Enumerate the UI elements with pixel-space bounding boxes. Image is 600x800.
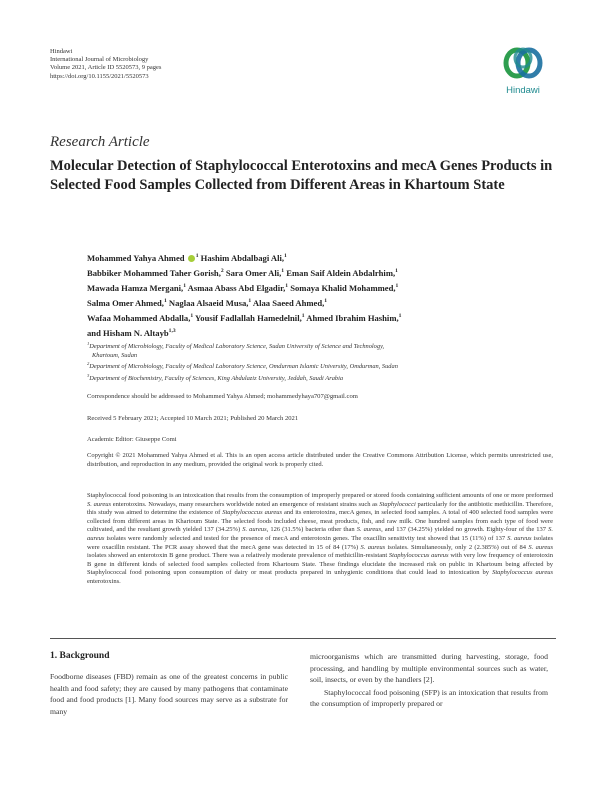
author-list xyxy=(87,250,557,340)
author-aff: 1 xyxy=(190,313,194,320)
author-aff: 1 xyxy=(285,283,289,290)
author-name[interactable]: Mohammed Yahya Ahmed xyxy=(87,252,185,263)
author-name[interactable]: Alaa Saeed Ahmed, xyxy=(252,298,325,309)
abstract-text: , and 137 (34.25%) yielded no growth. Eighty-four of the 137 xyxy=(381,526,549,534)
abstract-text: isolates showed an enterotoxin B gene product. There was a relatively moderate prevalence of methicillin-resistant xyxy=(87,552,389,560)
author-aff: 1 xyxy=(324,298,328,305)
author-name[interactable]: Yousif Fadlallah Hamedelnil, xyxy=(195,313,302,324)
abstract-text: and its enterotoxins, mecA genes, in selected food samples. A total of 400 selected food samples were collected from different areas in Khartoum State. The selected foods included cheese, meat products, fish, and raw milk. One hundred samples from each type of food were cultivated, and the resultant growth yielded 137 (34.25%) xyxy=(87,509,553,534)
affiliation-text: Department of Microbiology, Faculty of Medical Laboratory Science, Omdurman Islamic University, Omdurman, Sudan xyxy=(89,363,398,371)
author-name[interactable]: Mawada Hamza Mergani, xyxy=(87,282,184,293)
abstract-text: particularly for the antibiotic methicillin. Therefore, this study was aimed to determine the existence of xyxy=(87,500,553,517)
author-aff: 1 xyxy=(248,298,252,305)
academic-editor: Academic Editor: Giuseppe Comi xyxy=(87,436,177,443)
author-name[interactable]: Hashim Abdalbagi Ali, xyxy=(200,252,285,263)
hindawi-logo-icon xyxy=(503,46,543,82)
article-type: Research Article xyxy=(50,134,150,150)
author-aff: 1,3 xyxy=(168,328,176,335)
author-aff: 1 xyxy=(398,313,402,320)
journal-name: International Journal of Microbiology xyxy=(50,56,149,64)
abstract-text: with very low frequency of enterotoxin B gene in different kinds of selected food samples collected from Khartoum State. These findings elucidate the increased risk on public in Khartoum being affected by Staphylococcal food poisoning upon consumption of dairy or meat products prepared in unhygienic conditions that could lead to intoxication by xyxy=(87,552,554,577)
abstract-italic: S. aureus xyxy=(242,526,267,534)
article-title: Molecular Detection of Staphylococcal Enterotoxins and mecA Genes Products in Selected Food Samples Collected from Different Areas in Khartoum State xyxy=(50,158,553,193)
author-aff: 1 xyxy=(281,268,285,275)
author-name[interactable]: Eman Saif Aldein Abdalrhim, xyxy=(286,267,396,278)
publisher-name: Hindawi xyxy=(50,48,73,55)
abstract-italic: Staphylococcus aureus xyxy=(492,569,553,577)
author-aff: 1 xyxy=(195,253,199,259)
abstract-text: isolates. Simultaneously, only 2 (2.385%) out of 84 xyxy=(385,543,529,551)
body-paragraph: microorganisms which are transmitted during harvesting, storage, food processing, and handling by multiple environmental sources such as water, soil, insects, or even by the handlers [2]. xyxy=(310,652,548,685)
author-name[interactable]: Wafaa Mohammed Abdalla, xyxy=(87,313,191,324)
author-aff: 1 xyxy=(301,313,305,320)
abstract-text: Staphylococcal food poisoning is an intoxication that results from the consumption of improperly prepared or stored foods containing sufficient amounts of one or more preformed xyxy=(87,492,553,499)
author-name[interactable]: Babbiker Mohammed Taher Gorish, xyxy=(87,267,221,278)
orcid-icon[interactable] xyxy=(188,255,195,262)
body-paragraph: Staphylococcal food poisoning (SFP) is an intoxication that results from the consumption of improperly prepared or xyxy=(310,687,548,709)
logo-wordmark: Hindawi xyxy=(506,85,540,96)
copyright-notice: Copyright © 2021 Mohammed Yahya Ahmed et al. This is an open access article distributed under the Creative Commons Attribution License, which permits unrestricted use, distribution, and reproduction in any medium, provided the original work is properly cited. xyxy=(87,452,553,468)
author-name[interactable]: Asmaa Abass Abd Elgadir, xyxy=(187,282,286,293)
abstract-italic: S. aureus xyxy=(87,500,112,508)
author-aff: 1 xyxy=(163,298,167,305)
affiliation-number: 2 xyxy=(87,361,90,367)
article-dates: Received 5 February 2021; Accepted 10 March 2021; Published 20 March 2021 xyxy=(87,415,299,422)
hindawi-logo xyxy=(500,46,546,96)
affiliation-text: Department of Microbiology, Faculty of Medical Laboratory Science, Sudan University of Science and Technology, xyxy=(89,343,385,351)
affiliation-item xyxy=(87,372,547,384)
abstract xyxy=(87,492,553,587)
body-column-left xyxy=(50,671,288,717)
abstract-italic: S. aureus xyxy=(360,543,386,551)
author-name[interactable]: Ahmed Ibrahim Hashim, xyxy=(306,313,399,324)
abstract-italic: Staphylococcus aureus xyxy=(222,509,283,517)
author-aff: 1 xyxy=(395,283,399,290)
correspondence[interactable]: Correspondence should be addressed to Mohammed Yahya Ahmed; mohammedyhaya707@gmail.com xyxy=(87,393,358,400)
abstract-italic: S. aureus xyxy=(87,526,554,542)
abstract-italic: S. aureus xyxy=(528,543,554,551)
affiliation-number: 1 xyxy=(87,341,90,346)
abstract-text: , 126 (31.5%) bacteria other than xyxy=(266,526,357,534)
abstract-italic: Staphylococci xyxy=(379,500,416,508)
author-aff: 2 xyxy=(220,268,224,275)
journal-meta xyxy=(50,48,161,81)
body-paragraph: Foodborne diseases (FBD) remain as one of the greatest concerns in public health and food safety; they are caused by many pathogens that contaminate food and food products [1]. Many food sources may serve as a substrate for many xyxy=(50,672,288,716)
abstract-text: isolates were randomly selected and tested for the presence of mecA and enterotoxin genes. The oxacillin sensitivity test showed that 15 (11%) of 137 xyxy=(104,534,508,542)
abstract-italic: S. aureus xyxy=(356,526,382,534)
abstract-italic: Staphylococcus aureus xyxy=(388,552,449,560)
author-aff: 1 xyxy=(395,268,398,275)
affiliation-text: Department of Biochemistry, Faculty of Sciences, King Abdulaziz University, Jeddah, Saudi Arabia xyxy=(89,375,344,383)
affiliation-text-cont: Khartoum, Sudan xyxy=(92,351,138,359)
doi-link[interactable]: https://doi.org/10.1155/2021/5520573 xyxy=(50,72,149,80)
section-divider xyxy=(50,638,556,639)
section-heading: 1. Background xyxy=(50,651,110,661)
body-column-right xyxy=(310,651,548,710)
affiliation-number: 3 xyxy=(87,373,90,379)
abstract-italic: S. aureus xyxy=(507,534,532,542)
affiliation-item xyxy=(87,360,547,372)
author-name[interactable]: Sara Omer Ali, xyxy=(225,267,282,278)
author-name[interactable]: Naglaa Alsaeid Musa, xyxy=(168,298,249,309)
abstract-text: isolates were oxacillin resistant. The PCR assay showed that the mecA gene was detected in 15 of 84 (17%) xyxy=(87,534,554,551)
author-name[interactable]: and Hisham N. Altayb xyxy=(87,328,169,339)
author-name[interactable]: Somaya Khalid Mohammed, xyxy=(290,282,396,293)
author-name[interactable]: Salma Omer Ahmed, xyxy=(87,298,164,309)
author-aff: 1 xyxy=(183,283,186,290)
author-aff: 1 xyxy=(284,253,287,259)
abstract-text: enterotoxins. Nowadays, many researchers worldwide noted an emergence of resistant strains such as xyxy=(111,500,380,508)
affiliation-item xyxy=(87,340,547,360)
abstract-text: enterotoxins. xyxy=(87,577,121,585)
journal-volume: Volume 2021, Article ID 5520573, 9 pages xyxy=(50,64,162,72)
affiliations xyxy=(87,340,547,384)
